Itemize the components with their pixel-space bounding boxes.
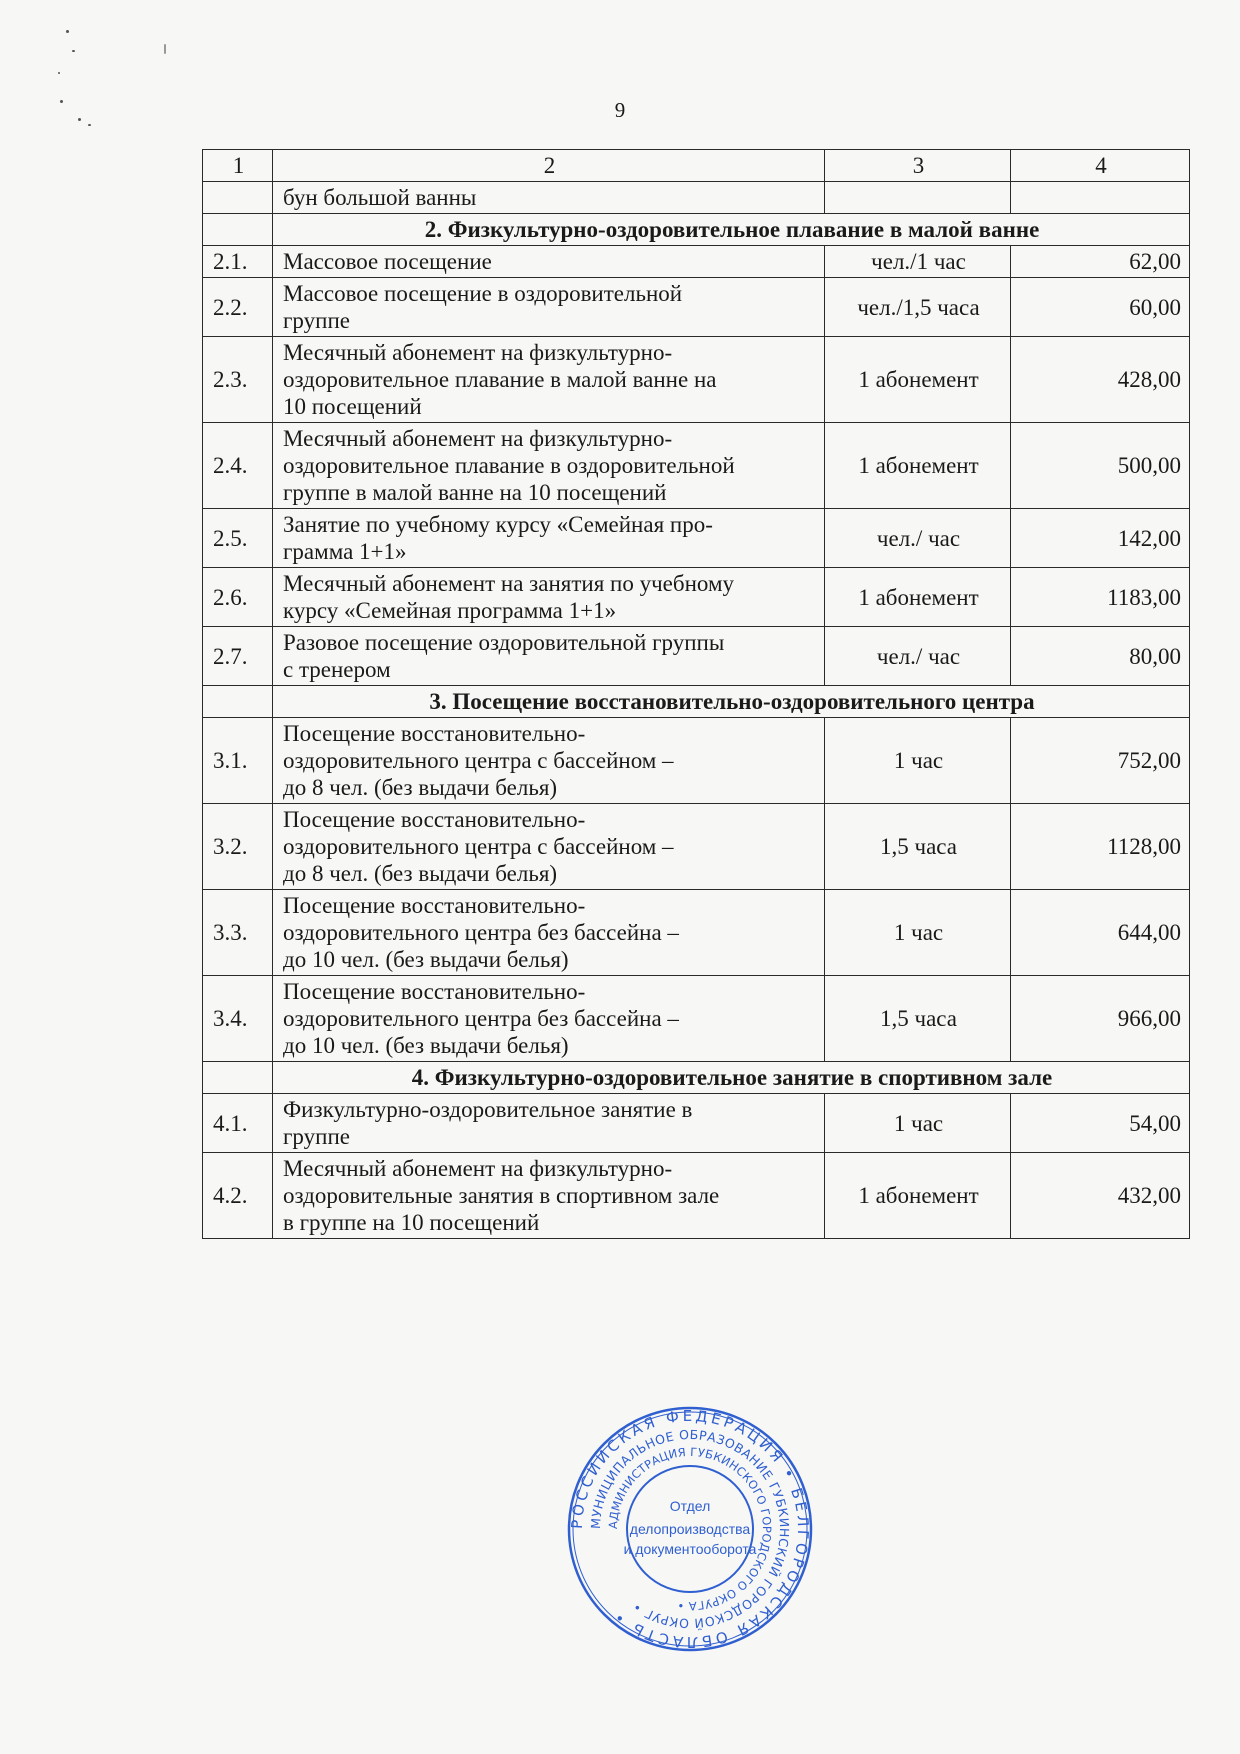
section-header-row (203, 214, 1190, 246)
unit: чел./1,5 часа (825, 278, 1011, 337)
tariff-table (202, 149, 1190, 1239)
service-name-line: Занятие по учебному курсу «Семейная про- (283, 512, 713, 537)
service-name-line: грамма 1+1» (283, 539, 407, 564)
service-name-line: до 10 чел. (без выдачи белья) (283, 1033, 569, 1058)
scan-speck (66, 30, 69, 33)
service-name-line: Месячный абонемент на физкультурно- (283, 1156, 673, 1181)
price: 80,00 (1011, 627, 1190, 686)
service-name-line: Массовое посещение в оздоровительной (283, 281, 683, 306)
unit: 1 абонемент (825, 568, 1011, 627)
service-name-line: группе (283, 1124, 350, 1149)
unit: чел./ час (825, 627, 1011, 686)
table-row (203, 509, 1190, 568)
table-row (203, 278, 1190, 337)
service-name (273, 509, 825, 568)
service-name-line: оздоровительное плавание в малой ванне на (283, 367, 717, 392)
price: 54,00 (1011, 1094, 1190, 1153)
seal-outer-text: РОССИЙСКАЯ ФЕДЕРАЦИЯ • БЕЛГОРОДСКАЯ ОБЛАСТЬ • (567, 1406, 813, 1652)
price: 752,00 (1011, 718, 1190, 804)
official-seal (566, 1405, 814, 1653)
scan-speck (58, 72, 60, 74)
row-number: 4.1. (203, 1094, 273, 1153)
price: 60,00 (1011, 278, 1190, 337)
unit: 1 час (825, 1094, 1011, 1153)
unit: 1 час (825, 718, 1011, 804)
service-name-line: до 8 чел. (без выдачи белья) (283, 775, 558, 800)
section-title: 4. Физкультурно-оздоровительное занятие в спортивном зале (273, 1062, 1190, 1094)
table-row (203, 804, 1190, 890)
service-name-line: Физкультурно-оздоровительное занятие в (283, 1097, 693, 1122)
table-row (203, 337, 1190, 423)
page-number: 9 (614, 98, 626, 122)
price: 1128,00 (1011, 804, 1190, 890)
row-number: 2.4. (203, 423, 273, 509)
table-row (203, 423, 1190, 509)
row-number: 2.3. (203, 337, 273, 423)
continuation-row (203, 182, 1190, 214)
table-row (203, 568, 1190, 627)
row-number: 2.1. (203, 246, 273, 278)
section-number-cell (203, 214, 273, 246)
service-name-line: группе в малой ванне на 10 посещений (283, 480, 667, 505)
scan-speck (60, 100, 63, 103)
row-number: 3.1. (203, 718, 273, 804)
service-name-line: оздоровительного центра без бассейна – (283, 1006, 679, 1031)
service-name (273, 1094, 825, 1153)
service-name-line: оздоровительные занятия в спортивном зале (283, 1183, 720, 1208)
service-name-line: Месячный абонемент на занятия по учебному (283, 571, 735, 596)
scan-speck (78, 118, 81, 121)
service-name-line: Посещение восстановительно- (283, 721, 586, 746)
service-name-line: оздоровительное плавание в оздоровительной (283, 453, 735, 478)
seal-center-line: Отдел (669, 1498, 711, 1514)
table-row (203, 890, 1190, 976)
service-name-line: в группе на 10 посещений (283, 1210, 540, 1235)
row-number (203, 182, 273, 214)
service-name-line: до 8 чел. (без выдачи белья) (283, 861, 558, 886)
price: 428,00 (1011, 337, 1190, 423)
table-row (203, 627, 1190, 686)
service-name: бун большой ванны (273, 182, 825, 214)
price: 966,00 (1011, 976, 1190, 1062)
service-name-line: Посещение восстановительно- (283, 893, 586, 918)
service-name-line: оздоровительного центра без бассейна – (283, 920, 679, 945)
service-name (273, 1153, 825, 1239)
service-name (273, 568, 825, 627)
scan-speck (72, 50, 75, 52)
unit: 1,5 часа (825, 804, 1011, 890)
scan-speck (164, 44, 166, 54)
service-name (273, 718, 825, 804)
row-number: 4.2. (203, 1153, 273, 1239)
price: 500,00 (1011, 423, 1190, 509)
column-number-row (203, 150, 1190, 182)
service-name-line: с тренером (283, 657, 391, 682)
service-name-line: курсу «Семейная программа 1+1» (283, 598, 617, 623)
row-number: 2.5. (203, 509, 273, 568)
column-number: 4 (1011, 150, 1190, 182)
price: 644,00 (1011, 890, 1190, 976)
service-name (273, 278, 825, 337)
unit: 1 абонемент (825, 1153, 1011, 1239)
service-name (273, 423, 825, 509)
section-header-row (203, 686, 1190, 718)
price (1011, 182, 1190, 214)
row-number: 2.2. (203, 278, 273, 337)
service-name-line: до 10 чел. (без выдачи белья) (283, 947, 569, 972)
service-name-line: группе (283, 308, 350, 333)
service-name-line: Посещение восстановительно- (283, 979, 586, 1004)
service-name (273, 627, 825, 686)
service-name-line: Месячный абонемент на физкультурно- (283, 340, 673, 365)
unit: 1 абонемент (825, 423, 1011, 509)
section-number-cell (203, 686, 273, 718)
service-name (273, 337, 825, 423)
service-name-line: оздоровительного центра с бассейном – (283, 748, 674, 773)
column-number: 1 (203, 150, 273, 182)
row-number: 2.6. (203, 568, 273, 627)
service-name-line: оздоровительного центра с бассейном – (283, 834, 674, 859)
scan-speck (88, 124, 91, 126)
seal-inner-text: АДМИНИСТРАЦИЯ ГУБКИНСКОГО ГОРОДСКОГО ОКРУГА • (605, 1444, 775, 1614)
unit: чел./ час (825, 509, 1011, 568)
section-number-cell (203, 1062, 273, 1094)
column-number: 2 (273, 150, 825, 182)
row-number: 3.4. (203, 976, 273, 1062)
seal-center-line: и документооборота (623, 1541, 757, 1557)
service-name-line: Посещение восстановительно- (283, 807, 586, 832)
table-row (203, 1153, 1190, 1239)
row-number: 2.7. (203, 627, 273, 686)
table-row (203, 976, 1190, 1062)
section-header-row (203, 1062, 1190, 1094)
unit: 1 абонемент (825, 337, 1011, 423)
row-number: 3.2. (203, 804, 273, 890)
service-name (273, 804, 825, 890)
price: 432,00 (1011, 1153, 1190, 1239)
price: 142,00 (1011, 509, 1190, 568)
seal-center-line: делопроизводства (629, 1521, 751, 1537)
unit: чел./1 час (825, 246, 1011, 278)
unit: 1 час (825, 890, 1011, 976)
price: 62,00 (1011, 246, 1190, 278)
section-title: 2. Физкультурно-оздоровительное плавание в малой ванне (273, 214, 1190, 246)
price: 1183,00 (1011, 568, 1190, 627)
table-row (203, 246, 1190, 278)
column-number: 3 (825, 150, 1011, 182)
service-name-line: Массовое посещение (283, 249, 492, 274)
row-number: 3.3. (203, 890, 273, 976)
service-name-line: 10 посещений (283, 394, 422, 419)
table-row (203, 1094, 1190, 1153)
unit: 1,5 часа (825, 976, 1011, 1062)
table-row (203, 718, 1190, 804)
service-name (273, 246, 825, 278)
unit (825, 182, 1011, 214)
seal-middle-text: МУНИЦИПАЛЬНОЕ ОБРАЗОВАНИЕ ГУБКИНСКИЙ ГОРОДСКОЙ ОКРУГ • (587, 1426, 793, 1632)
service-name (273, 976, 825, 1062)
section-title: 3. Посещение восстановительно-оздоровительного центра (273, 686, 1190, 718)
service-name (273, 890, 825, 976)
service-name-line: Месячный абонемент на физкультурно- (283, 426, 673, 451)
service-name-line: Разовое посещение оздоровительной группы (283, 630, 725, 655)
